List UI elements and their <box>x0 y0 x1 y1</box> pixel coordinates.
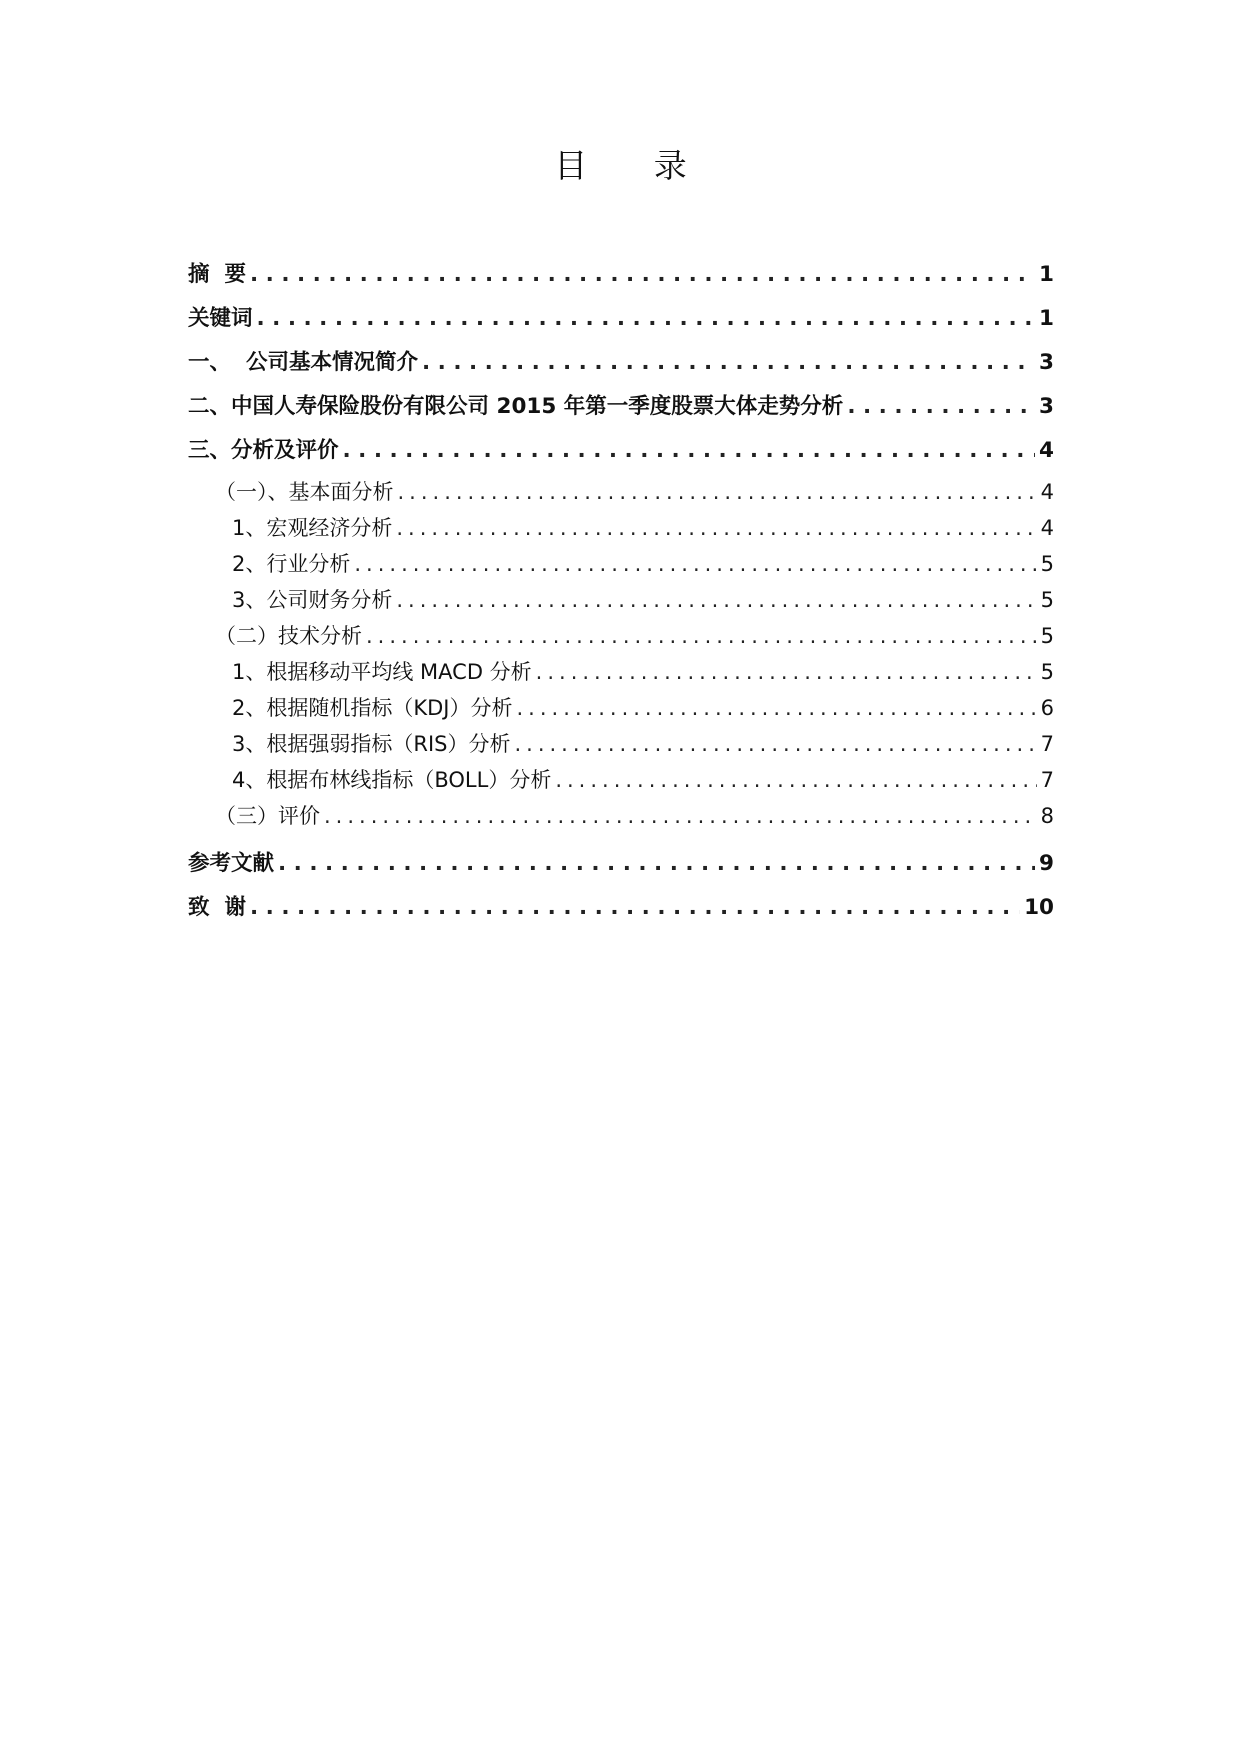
toc-entry-macd-analysis[interactable] <box>188 656 1054 686</box>
toc-entry-keywords[interactable] <box>188 301 1054 332</box>
toc-entry-financial-analysis[interactable] <box>188 584 1054 614</box>
toc-entry-label: 摘 要 <box>188 262 246 287</box>
toc-page-number: 5 <box>1040 624 1054 648</box>
toc-dot-leader <box>324 804 1037 828</box>
toc-page-number: 7 <box>1040 732 1054 756</box>
toc-entry-section-2[interactable] <box>188 389 1054 420</box>
toc-entry-fundamental-analysis[interactable] <box>188 476 1054 506</box>
toc-dot-leader <box>398 480 1037 504</box>
toc-dot-leader <box>343 438 1036 463</box>
toc-entry-label: 4、根据布林线指标（BOLL）分析 <box>232 768 552 792</box>
toc-page-number: 9 <box>1039 851 1054 876</box>
toc-entry-section-1[interactable] <box>188 345 1054 376</box>
toc-entry-label: 1、宏观经济分析 <box>232 516 393 540</box>
toc-entry-abstract[interactable] <box>188 257 1054 288</box>
toc-entry-label: 2、根据随机指标（KDJ）分析 <box>232 696 513 720</box>
toc-page-number: 4 <box>1039 438 1054 463</box>
toc-entry-label: 3、公司财务分析 <box>232 588 393 612</box>
toc-entry-evaluation[interactable] <box>188 800 1054 830</box>
toc-dot-leader <box>366 624 1037 648</box>
toc-entry-label: 2、行业分析 <box>232 552 351 576</box>
toc-dot-leader <box>396 588 1036 612</box>
toc-page-number: 4 <box>1040 516 1054 540</box>
toc-entry-label: 致 谢 <box>188 895 246 920</box>
toc-entry-label: （二）技术分析 <box>215 624 362 648</box>
toc-entry-label: （三）评价 <box>215 804 320 828</box>
toc-entry-label: 1、根据移动平均线 MACD 分析 <box>232 660 532 684</box>
toc-dot-leader <box>514 732 1036 756</box>
toc-dot-leader <box>354 552 1036 576</box>
toc-page-number: 3 <box>1039 394 1054 419</box>
toc-dot-leader <box>396 516 1036 540</box>
toc-page-number: 10 <box>1024 895 1054 920</box>
toc-entry-references[interactable] <box>188 846 1054 877</box>
toc-entry-label: （一）、基本面分析 <box>215 480 394 504</box>
toc-dot-leader <box>250 262 1035 287</box>
toc-entry-label: 二、中国人寿保险股份有限公司 2015 年第一季度股票大体走势分析 <box>188 394 844 419</box>
toc-entry-kdj-analysis[interactable] <box>188 692 1054 722</box>
toc-entry-technical-analysis[interactable] <box>188 620 1054 650</box>
toc-entry-ris-analysis[interactable] <box>188 728 1054 758</box>
toc-page-number: 5 <box>1040 660 1054 684</box>
toc-dot-leader <box>536 660 1037 684</box>
toc-dot-leader <box>250 895 1020 920</box>
toc-dot-leader <box>257 306 1036 331</box>
toc-page-number: 3 <box>1039 350 1054 375</box>
toc-entry-macro-analysis[interactable] <box>188 512 1054 542</box>
toc-page-number: 1 <box>1039 262 1054 287</box>
toc-entry-industry-analysis[interactable] <box>188 548 1054 578</box>
toc-entry-label: 三、分析及评价 <box>188 438 339 463</box>
toc-entry-label: 参考文献 <box>188 851 275 876</box>
toc-dot-leader <box>517 696 1037 720</box>
toc-dot-leader <box>847 394 1035 419</box>
toc-page-number: 5 <box>1040 588 1054 612</box>
toc-entry-boll-analysis[interactable] <box>188 764 1054 794</box>
toc-entry-acknowledgements[interactable] <box>188 890 1054 921</box>
toc-page-number: 5 <box>1040 552 1054 576</box>
toc-entry-label: 关键词 <box>188 306 253 331</box>
toc-page-number: 8 <box>1040 804 1054 828</box>
toc-entry-label: 3、根据强弱指标（RIS）分析 <box>232 732 511 756</box>
toc-page-number: 7 <box>1040 768 1054 792</box>
toc-dot-leader <box>555 768 1036 792</box>
toc-entry-section-3[interactable] <box>188 433 1054 464</box>
toc-page-number: 4 <box>1040 480 1054 504</box>
toc-page-number: 1 <box>1039 306 1054 331</box>
toc-dot-leader <box>422 350 1035 375</box>
page-title: 目 录 <box>554 146 715 185</box>
toc-entry-label: 一、 公司基本情况简介 <box>188 350 418 375</box>
toc-dot-leader <box>278 851 1035 876</box>
toc-page-number: 6 <box>1040 696 1054 720</box>
